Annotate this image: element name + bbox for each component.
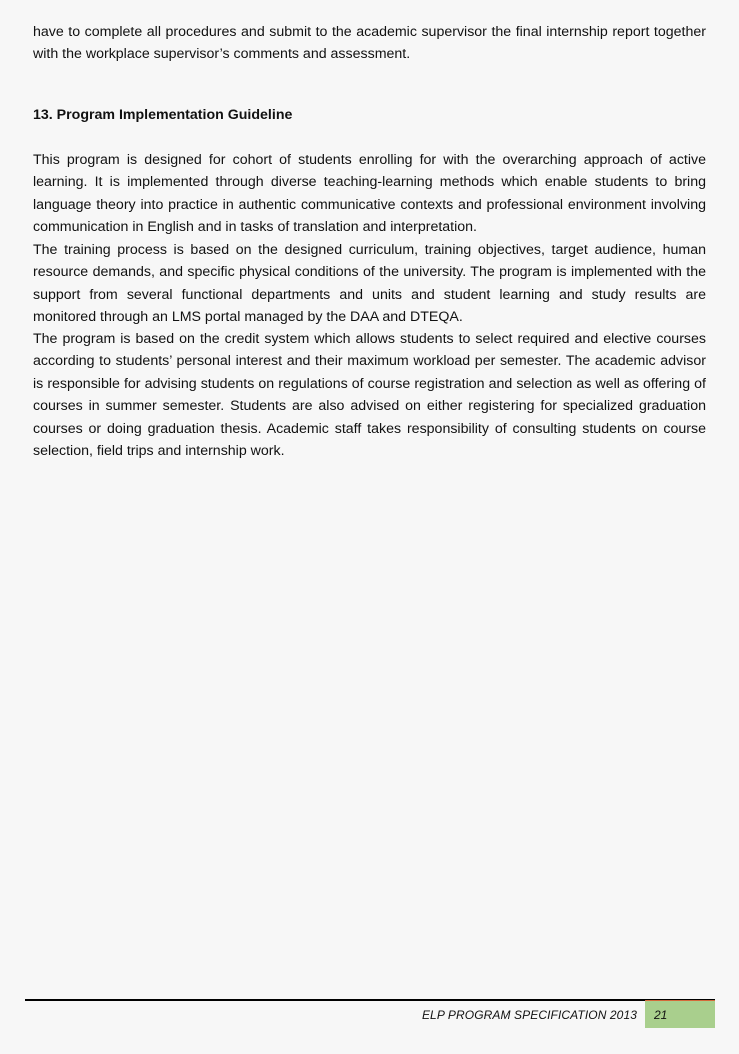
footer-title: ELP PROGRAM SPECIFICATION 2013 <box>421 1008 637 1022</box>
page-number-box <box>645 1000 715 1028</box>
section-heading: 13. Program Implementation Guideline <box>33 107 293 123</box>
paragraph-credit-system: The program is based on the credit system which allows students to select required and elective courses according to students’ personal interest and their maximum workload per semester. The academic advisor is responsible for advising students on regulations of course registration and selection as well as offering of courses in summer semester. Students are also advised on either registering for specialized graduation courses or doing graduation thesis. Academic staff takes responsibility of consulting students on course selection, field trips and internship work. <box>33 331 706 460</box>
paragraph-training-process: The training process is based on the designed curriculum, training objectives, target audience, human resource demands, and specific physical conditions of the university. The program is implemented with the support from several functional departments and units and student learning and study results are monitored through an LMS portal managed by the DAA and DTEQA. <box>33 242 706 326</box>
continuation-paragraph: have to complete all procedures and submit to the academic supervisor the final internship report together with the workplace supervisor’s comments and assessment. <box>33 24 706 63</box>
page-number: 21 <box>654 1008 668 1022</box>
paragraph-program-design: This program is designed for cohort of students enrolling for with the overarching approach of active learning. It is implemented through diverse teaching-learning methods which enable students to bring language theory into practice in authentic communicative contexts and professional environment involving communication in English and in tasks of translation and interpretation. <box>33 152 706 236</box>
footer-divider <box>25 999 715 1001</box>
